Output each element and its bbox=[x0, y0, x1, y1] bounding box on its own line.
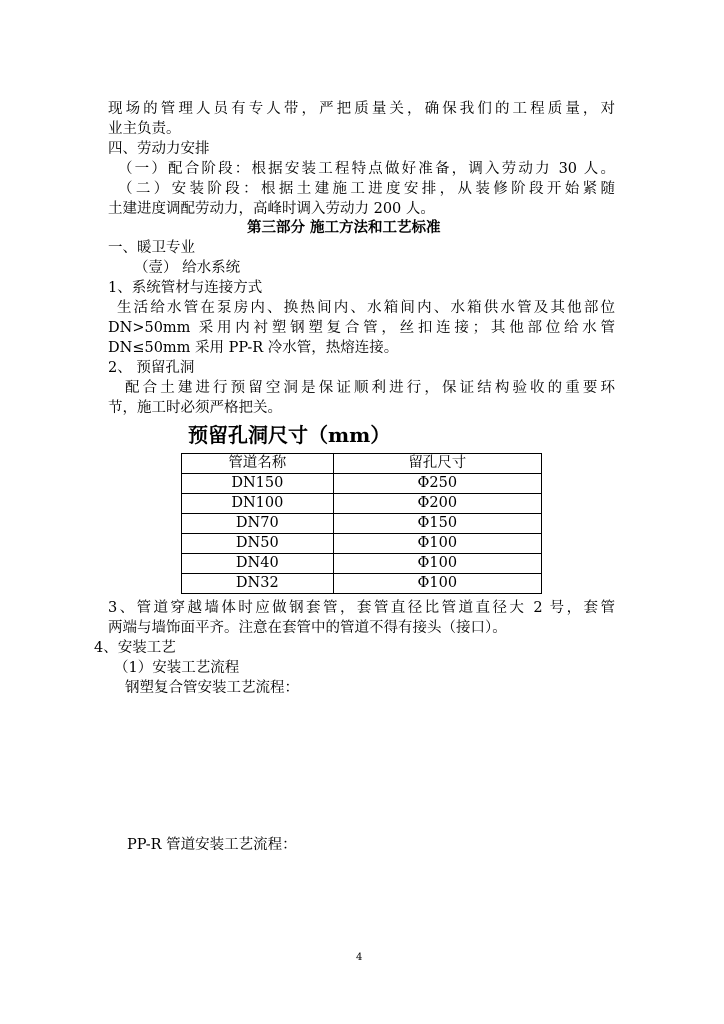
paragraph-line: 3、管道穿越墙体时应做钢套管，套管直径比管道直径大 2 号，套管 bbox=[108, 600, 615, 616]
paragraph-line: PP-R 管道安装工艺流程： bbox=[127, 837, 297, 853]
paragraph-line: 现场的管理人员有专人带，严把质量关，确保我们的工程质量，对 bbox=[108, 101, 615, 117]
paragraph-line: （二）安装阶段：根据土建施工进度安排，从装修阶段开始紧随 bbox=[118, 181, 615, 197]
hole-size-cell: Φ150 bbox=[333, 514, 541, 534]
header-pipe-name: 管道名称 bbox=[182, 454, 334, 474]
paragraph-line: 生活给水管在泵房内、换热间内、水箱间内、水箱供水管及其他部位 bbox=[117, 300, 615, 316]
hole-size-cell: Φ100 bbox=[333, 534, 541, 554]
paragraph-line: DN>50mm 采用内衬塑钢塑复合管，丝扣连接；其他部位给水管 bbox=[108, 320, 615, 336]
pipe-name-cell: DN150 bbox=[182, 474, 334, 494]
table-row bbox=[182, 554, 542, 574]
hole-size-cell: Φ100 bbox=[333, 574, 541, 594]
paragraph-line: 土建进度调配劳动力，高峰时调入劳动力 200 人。 bbox=[108, 201, 435, 217]
section-heading: 四、劳动力安排 bbox=[108, 141, 210, 157]
pipe-name-cell: DN32 bbox=[182, 574, 334, 594]
paragraph-line: 钢塑复合管安装工艺流程： bbox=[125, 680, 299, 696]
paragraph-line: 配合土建进行预留空洞是保证顺利进行，保证结构验收的重要环 bbox=[125, 380, 615, 396]
paragraph-line: 节，施工时必须严格把关。 bbox=[108, 400, 282, 416]
pipe-name-cell: DN40 bbox=[182, 554, 334, 574]
header-hole-size: 留孔尺寸 bbox=[333, 454, 541, 474]
paragraph-line: 两端与墙饰面平齐。注意在套管中的管道不得有接头（接口）。 bbox=[108, 620, 507, 636]
table-header-row bbox=[182, 454, 542, 474]
subsection-heading: 4、安装工艺 bbox=[94, 640, 176, 656]
section-heading: 一、暖卫专业 bbox=[108, 240, 195, 256]
pipe-name-cell: DN50 bbox=[182, 534, 334, 554]
table-row bbox=[182, 514, 542, 534]
subsection-heading: （壹） 给水系统 bbox=[134, 260, 241, 276]
table-row bbox=[182, 534, 542, 554]
subsection-heading: 2、 预留孔洞 bbox=[108, 360, 195, 376]
pipe-name-cell: DN70 bbox=[182, 514, 334, 534]
pipe-name-cell: DN100 bbox=[182, 494, 334, 514]
table-title: 预留孔洞尺寸（mm） bbox=[188, 423, 391, 447]
hole-size-cell: Φ100 bbox=[333, 554, 541, 574]
paragraph-line: 业主负责。 bbox=[108, 121, 181, 137]
paragraph-line: DN≤50mm 采用 PP-R 冷水管，热熔连接。 bbox=[108, 340, 399, 356]
subsection-heading: （1）安装工艺流程 bbox=[114, 660, 240, 676]
part-title: 第三部分 施工方法和工艺标准 bbox=[247, 219, 441, 236]
page-number: 4 bbox=[356, 952, 363, 963]
table-row bbox=[182, 574, 542, 594]
hole-size-cell: Φ250 bbox=[333, 474, 541, 494]
reserved-holes-table bbox=[181, 453, 542, 594]
hole-size-cell: Φ200 bbox=[333, 494, 541, 514]
table-row bbox=[182, 494, 542, 514]
paragraph-line: （一）配合阶段：根据安装工程特点做好准备，调入劳动力 30 人。 bbox=[118, 161, 615, 177]
subsection-heading: 1、系统管材与连接方式 bbox=[108, 280, 263, 296]
table-row bbox=[182, 474, 542, 494]
